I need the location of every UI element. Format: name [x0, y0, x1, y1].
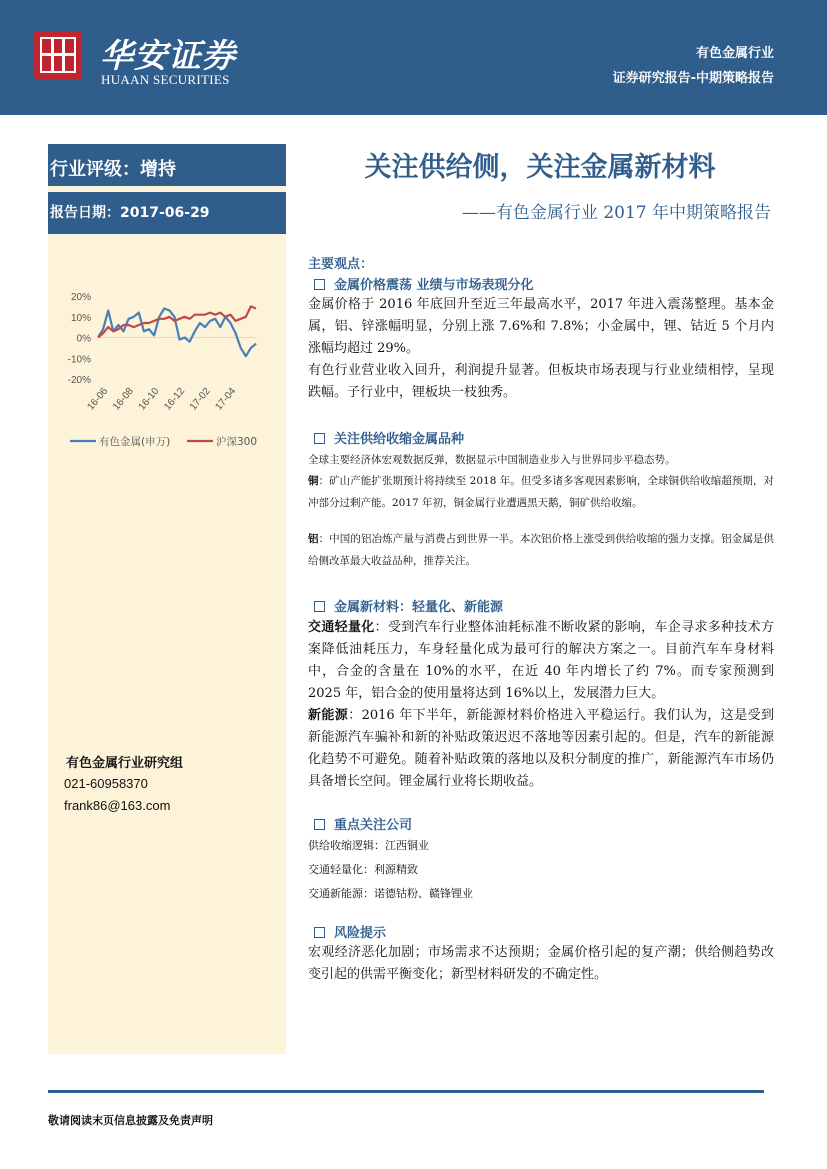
legend-label: 有色金属(申万): [99, 436, 171, 448]
report-title: 关注供给侧，关注金属新材料: [364, 152, 716, 183]
section-heading: 风险提示: [314, 922, 386, 941]
y-tick-label: -20%: [67, 375, 91, 386]
x-tick-label: 16-06: [85, 385, 111, 413]
footer-disclaimer: 敬请阅读末页信息披露及免责声明: [48, 1114, 213, 1127]
paragraph: 宏观经济恶化加剧；市场需求不达预期；金属价格引起的复产潮；供给侧趋势改变引起的供需平衡变化；新型材料研发的不确定性。: [308, 945, 774, 982]
contact-phone: 021-60958370: [64, 776, 148, 791]
checkbox-bullet-icon: [314, 279, 325, 290]
company-item: 交通轻量化：利源精致: [308, 863, 418, 876]
research-group: 有色金属行业研究组: [66, 756, 184, 771]
page-header: [0, 0, 827, 115]
section-heading: 金属价格震荡 业绩与市场表现分化: [314, 274, 534, 293]
company-item: 供给收缩逻辑：江西铜业: [308, 839, 429, 852]
paragraph: 交通轻量化：受到汽车行业整体油耗标准不断收紧的影响，车企寻求多种技术方案降低油耗压力，车身轻量化成为最可行的解决方案之一。目前汽车车身材料中，合金的含量在 10%的水平，在近 40 年内增长了约 7%。而专家预测到 2025 年，铝合金的使用量将达到 16%以上，发展潜力巨大。: [308, 620, 774, 701]
paragraph: 新能源：2016 年下半年，新能源材料价格进入平稳运行。我们认为，这是受到新能源汽车骗补和新的补贴政策迟迟不落地等因素引起的。但是，汽车的新能源化趋势不可避免。随着补贴政策的落地以及积分制度的推广，新能源汽车市场仍具备增长空间。锂金属行业将长期收益。: [308, 708, 774, 789]
checkbox-bullet-icon: [314, 819, 325, 830]
contact-email: frank86@163.com: [64, 798, 171, 813]
header-report-type: 证券研究报告-中期策略报告: [612, 71, 774, 86]
x-tick-label: 16-12: [162, 385, 188, 413]
paragraph: 铝：中国的铝冶炼产量与消费占到世界一半。本次铝价格上涨受到供给收缩的强力支撑。铝金属是供给侧改革最大收益品种，推荐关注。: [308, 533, 774, 567]
huaan-logo-icon: [34, 31, 82, 79]
paragraph: 全球主要经济体宏观数据反弹，数据显示中国制造业步入与世界同步平稳态势。: [308, 454, 676, 466]
y-tick-label: 0%: [76, 333, 91, 345]
checkbox-bullet-icon: [314, 927, 325, 938]
report-date-label: 报告日期：: [50, 205, 120, 221]
sidebar: [48, 144, 286, 1054]
industry-rating: 行业评级：增持: [48, 144, 286, 186]
price-performance-chart: [48, 284, 286, 454]
checkbox-bullet-icon: [314, 601, 325, 612]
x-tick-label: 16-10: [136, 385, 162, 413]
report-subtitle: ——有色金属行业 2017 年中期策略报告: [461, 203, 771, 223]
logo-english-name: HUAAN SECURITIES: [101, 72, 230, 87]
section-heading: 重点关注公司: [314, 814, 412, 833]
section-heading: 金属新材料：轻量化、新能源: [314, 596, 503, 615]
x-tick-label: 17-04: [213, 385, 239, 413]
report-date: [48, 192, 286, 234]
paragraph: 有色行业营业收入回升，利润提升显著。但板块市场表现与行业业绩相悖，呈现跌幅。子行业中，锂板块一枝独秀。: [308, 363, 774, 400]
y-tick-label: -10%: [67, 354, 91, 366]
paragraph: 铜：矿山产能扩张期预计将持续至 2018 年。但受多诸多客观因素影响，全球铜供给收缩超预期，对冲部分过剩产能。2017 年初，铜金属行业遭遇黑天鹅，铜矿供给收缩。: [308, 475, 775, 509]
checkbox-bullet-icon: [314, 433, 325, 444]
main-heading: 主要观点：: [308, 257, 374, 272]
y-tick-label: 10%: [70, 312, 91, 324]
logo-chinese-name: 华安证券: [100, 36, 236, 75]
report-date-value: 2017-06-29: [120, 205, 210, 221]
y-tick-label: 20%: [70, 292, 91, 303]
legend-label: 沪深300: [216, 436, 258, 448]
footer-divider: [48, 1090, 764, 1093]
company-item: 交通新能源：诺德钴粉、赣锋锂业: [308, 887, 473, 900]
x-tick-label: 16-08: [111, 385, 136, 413]
section-heading: 关注供给收缩金属品种: [314, 428, 464, 447]
header-industry: 有色金属行业: [695, 46, 774, 61]
paragraph: 金属价格于 2016 年底回升至近三年最高水平，2017 年进入震荡整理。基本金属，铝、锌涨幅明显，分别上涨 7.6%和 7.8%；小金属中，锂、钴近 5 个月内涨幅均超过 29%。: [308, 297, 774, 356]
x-tick-label: 17-02: [187, 385, 213, 413]
